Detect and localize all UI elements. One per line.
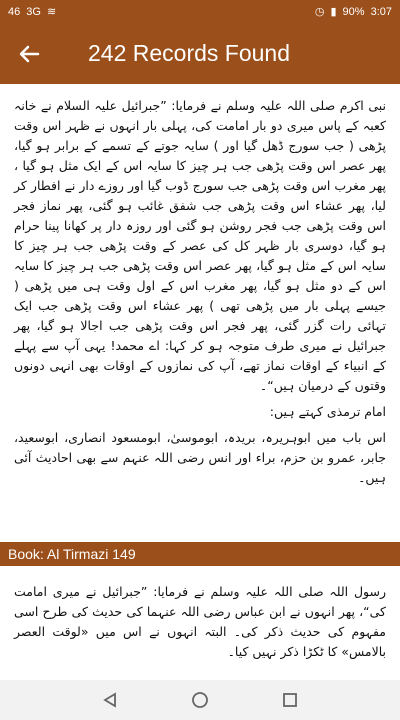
alarm-icon: ◷ [314,6,325,18]
hadith-paragraph-narrators: اس باب میں ابوہریرہ، بریدہ، ابوموسیٰ، ابومسعود انصاری، ابوسعید، جابر، عمرو بن حزم، براء اور انس رضی اللہ عنہم سے بھی احادیث آئی ہیں۔ [14,430,386,485]
signal-label-1: 46 [8,5,21,18]
battery-icon: ▮ [330,6,337,18]
nav-home-button[interactable] [190,690,210,710]
record-text-1 [0,96,400,488]
status-right [315,5,392,18]
status-bar [0,0,400,24]
nav-recents-button[interactable] [280,690,300,710]
status-left [8,5,56,18]
square-recents-icon [281,691,299,709]
nav-back-button[interactable] [100,690,120,710]
system-nav-bar [0,680,400,720]
page-title: 242 Records Found [88,40,291,66]
battery-level: 90% [342,5,365,18]
back-button[interactable] [12,38,46,70]
hadith-paragraph-main: نبی اکرم صلی اللہ علیہ وسلم نے فرمایا: ”جبرائیل علیہ السلام نے خانہ کعبہ کے پاس میری دو بار امامت کی، پہلی بار انہوں نے ظہر اس وقت پڑھی ( جب سورج ڈھل گیا اور ) سایہ جوتے کے تسمے کے برابر ہو گیا، پھر عصر اس وقت پڑھی جب ہر چیز کا سایہ اس کے ایک مثل ہو گیا ، پھر مغرب اس وقت پڑھی جب سورج ڈوب گیا اور روزے دار نے افطار کر لیا، پھر عشاء اس وقت پڑھی جب شفق غائب ہو گئی، پھر نماز فجر اس وقت پڑھی جب فجر روشن ہو گئی اور روزہ دار پر کھانا پینا حرام ہو گیا، دوسری بار ظہر کل کی عصر کے وقت پڑھی جب ہر چیز کا سایہ اس کے مثل ہو گیا، پھر عصر اس وقت پڑھی جب ہر چیز کا سایہ اس کے دو مثل ہو گیا، پھر مغرب اس کے اول وقت ہی میں پڑھی ( جیسے پہلی بار میں پڑھی تھی ) پھر عشاء اس وقت پڑھی جب ایک تہائی رات گزر گئی، پھر فجر اس وقت پڑھی جب اجالا ہو گیا، پھر جبرائیل نے میری طرف متوجہ ہو کر کہا: اے محمد! یہی آپ سے پہلے کے انبیاء کے اوقات نماز تھے، آپ کی نمازوں کے اوقات بھی انہی دونوں وقتوں کے درمیان ہیں“۔ [14,98,386,393]
signal-label-2: 3G [26,5,41,18]
circle-home-icon [191,691,209,709]
hadith-paragraph-2: رسول اللہ صلی اللہ علیہ وسلم نے فرمایا: ”جبرائیل نے میری امامت کی“، پھر انہوں نے ابن عباس رضی اللہ عنہما کی حدیث کی طرح اسی مفہوم کی حدیث ذکر کی۔ البتہ انہوں نے اس میں «لوقت العصر بالامس» کا ٹکڑا ذکر نہیں کیا۔ [14,584,386,659]
clock-time: 3:07 [370,5,392,18]
record-card-1 [0,96,400,494]
triangle-back-icon [101,691,119,709]
app-bar [0,24,400,84]
record-card-2 [0,582,400,668]
wifi-icon: ≋ [46,6,57,18]
hadith-paragraph-imam: امام ترمذی کہتے ہیں: [269,404,386,419]
back-arrow-icon [18,43,40,65]
record-text-2 [0,582,400,662]
book-reference-bar: Book: Al Tirmazi 149 [0,542,400,566]
